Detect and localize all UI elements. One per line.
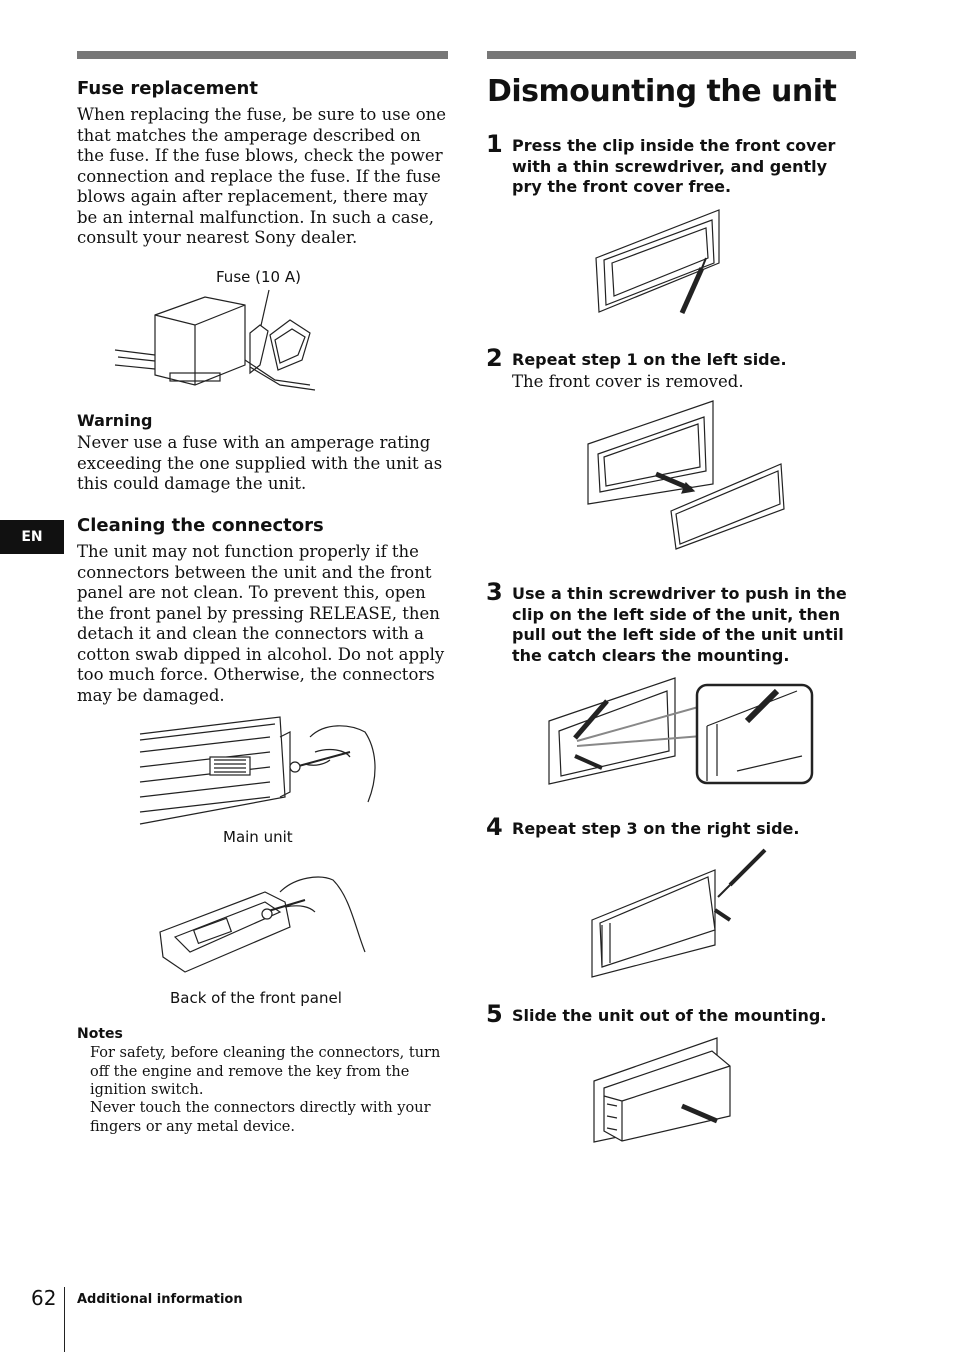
fuse-figure-label: Fuse (10 A) [216,268,301,286]
front-panel-caption: Back of the front panel [170,989,342,1007]
step-1-illustration [594,208,724,318]
fuse-heading: Fuse replacement [77,78,258,99]
left-header-bar [77,51,448,59]
footer-section: Additional information [77,1292,243,1307]
notes-heading: Notes [77,1026,123,1042]
main-unit-illustration [100,712,390,837]
step-4-text: Repeat step 3 on the right side. [512,819,800,838]
footer-divider [64,1287,65,1352]
step-2-number: 2 [486,344,503,372]
fuse-illustration [110,285,320,395]
step-1-number: 1 [486,130,503,158]
step-3-illustration [547,676,817,788]
step-5-number: 5 [486,1000,503,1028]
main-unit-caption: Main unit [223,828,293,846]
step-2-text: Repeat step 1 on the left side. [512,350,787,369]
step-1-text: Press the clip inside the front cover with a thin screwdriver, and gently pry the front cover free. [512,136,836,196]
step-3-number: 3 [486,578,503,606]
page-number: 62 [31,1286,57,1310]
step-4-illustration [590,845,770,980]
front-panel-illustration [155,872,365,977]
step-2-note: The front cover is removed. [512,372,744,391]
language-tab: EN [0,520,64,554]
step-4-number: 4 [486,813,503,841]
notes-item-2: Never touch the connectors directly with your fingers or any metal device. [90,1100,431,1135]
notes-item-1: For safety, before cleaning the connectors, turn off the engine and remove the key from the ignition switch. [90,1045,441,1098]
step-5-illustration [592,1036,732,1146]
step-3-text: Use a thin screwdriver to push in the clip on the left side of the unit, then pull out the left side of the unit until the catch clears the mounting. [512,584,847,665]
warning-heading: Warning [77,411,153,430]
fuse-body: When replacing the fuse, be sure to use one that matches the amperage described on the fuse. If the fuse blows, check the power connection and replace the fuse. If the fuse blows again after replacement, there may be an internal malfunction. In such a case, consult your nearest Sony dealer. [77,105,447,247]
cleaning-body: The unit may not function properly if the connectors between the unit and the front panel are not clean. To prevent this, open the front panel by pressing RELEASE, then detach it and clean the connectors with a cotton swab dipped in alcohol. Do not apply too much force. Otherwise, the connectors may be damaged. [77,542,445,705]
right-header-bar [487,51,856,59]
step-2-illustration [586,399,791,554]
warning-body: Never use a fuse with an amperage rating exceeding the one supplied with the unit as this could damage the unit. [77,433,443,493]
page-title: Dismounting the unit [487,74,837,109]
step-5-text: Slide the unit out of the mounting. [512,1006,827,1025]
cleaning-heading: Cleaning the connectors [77,515,324,536]
